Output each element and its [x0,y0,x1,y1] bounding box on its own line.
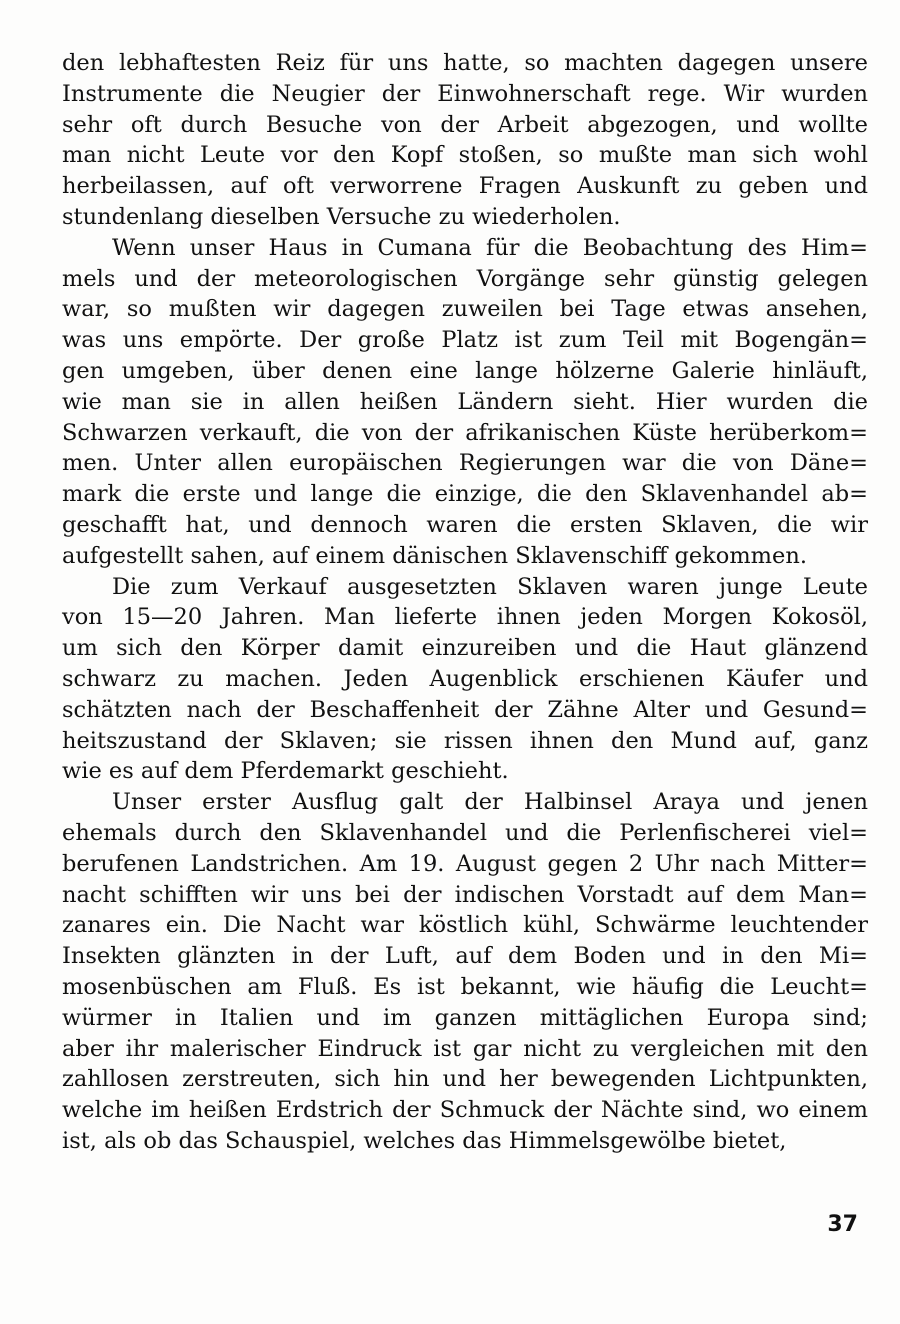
text-line: sehr oft durch Besuche von der Arbeit abgezogen, und wollte [62,111,868,138]
text-line: stundenlang dieselben Versuche zu wiederholen. [62,203,621,230]
text-line: Unser erster Ausflug galt der Halbinsel Araya und jenen [112,789,868,816]
text-line: wie man sie in allen heißen Ländern sieht. Hier wurden die [62,388,868,415]
text-line: Wenn unser Haus in Cumana für die Beobachtung des Him= [112,234,868,261]
body-text [62,48,868,1157]
text-line: ehemals durch den Sklavenhandel und die Perlenfischerei viel= [62,819,868,846]
text-line: mark die erste und lange die einzige, die den Sklavenhandel ab= [62,481,868,508]
text-line: was uns empörte. Der große Platz ist zum Teil mit Bogengän= [62,327,868,354]
text-line: den lebhaftesten Reiz für uns hatte, so machten dagegen unsere [62,50,868,76]
text-line: men. Unter allen europäischen Regierungen war die von Däne= [62,450,868,477]
text-line: mosenbüschen am Fluß. Es ist bekannt, wie häufig die Leucht= [62,973,868,1000]
text-line: war, so mußten wir dagegen zuweilen bei Tage etwas ansehen, [62,296,868,323]
page-number: 37 [827,1212,858,1237]
text-line: Insekten glänzten in der Luft, auf dem Boden und in den Mi= [62,943,868,970]
text-line: Schwarzen verkauft, die von der afrikanischen Küste herüberkom= [62,419,868,446]
text-line: gen umgeben, über denen eine lange hölzerne Galerie hinläuft, [62,357,868,384]
text-line: von 15—20 Jahren. Man lieferte ihnen jeden Morgen Kokosöl, [62,604,868,631]
text-line: mels und der meteorologischen Vorgänge sehr günstig gelegen [62,265,868,292]
text-line: zanares ein. Die Nacht war köstlich kühl, Schwärme leuchtender [62,912,868,939]
text-line: nacht schifften wir uns bei der indischen Vorstadt auf dem Man= [62,881,868,908]
paragraph [62,572,868,788]
text-line: herbeilassen, auf oft verworrene Fragen Auskunft zu geben und [62,173,868,200]
text-line: aber ihr malerischer Eindruck ist gar nicht zu vergleichen mit den [62,1035,868,1062]
text-line: Die zum Verkauf ausgesetzten Sklaven waren junge Leute [112,573,868,600]
text-line: aufgestellt sahen, auf einem dänischen Sklavenschiff gekommen. [62,542,807,569]
text-line: man nicht Leute vor den Kopf stoßen, so mußte man sich wohl [62,142,868,169]
text-line: um sich den Körper damit einzureiben und die Haut glänzend [62,635,868,662]
text-line: heitszustand der Sklaven; sie rissen ihnen den Mund auf, ganz [62,727,868,754]
text-line: schätzten nach der Beschaffenheit der Zähne Alter und Gesund= [62,696,868,723]
text-line: schwarz zu machen. Jeden Augenblick erschienen Käufer und [62,665,868,692]
paragraph [62,233,868,572]
text-line: ist, als ob das Schauspiel, welches das Himmelsgewölbe bietet, [62,1127,787,1154]
text-line: geschafft hat, und dennoch waren die ersten Sklaven, die wir [62,511,868,538]
text-line: wie es auf dem Pferdemarkt geschieht. [62,758,509,785]
paragraph [62,48,868,233]
text-line: berufenen Landstrichen. Am 19. August gegen 2 Uhr nach Mitter= [62,850,868,877]
text-line: welche im heißen Erdstrich der Schmuck der Nächte sind, wo einem [62,1097,868,1124]
text-line: würmer in Italien und im ganzen mittäglichen Europa sind; [62,1004,868,1031]
text-line: zahllosen zerstreuten, sich hin und her bewegenden Lichtpunkten, [62,1066,868,1093]
paragraph [62,787,868,1157]
text-line: Instrumente die Neugier der Einwohnerschaft rege. Wir wurden [62,80,868,107]
